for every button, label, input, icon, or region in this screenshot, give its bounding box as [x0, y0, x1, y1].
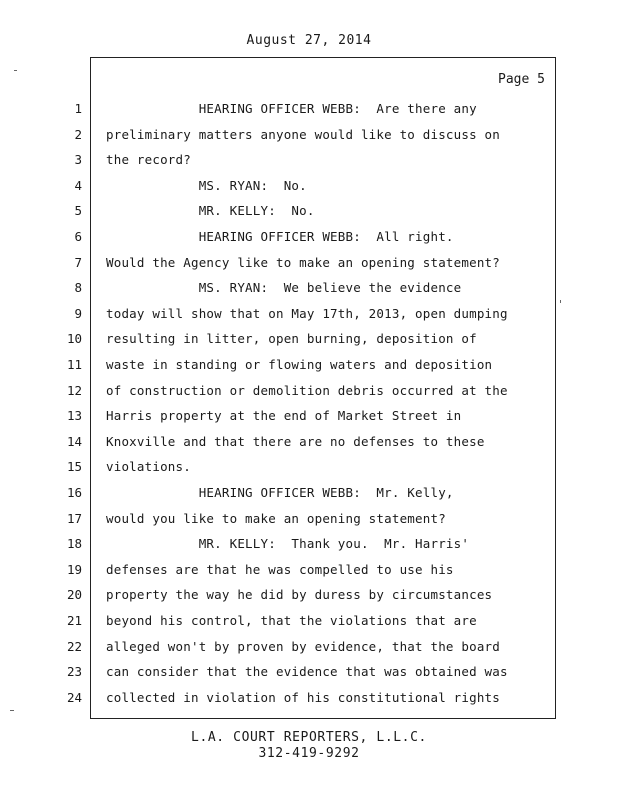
line-number: 11: [66, 357, 82, 372]
line-number: 8: [74, 280, 82, 296]
line-number: 3: [74, 152, 82, 168]
line-number: 9: [74, 305, 82, 321]
transcript-line: waste in standing or flowing waters and deposition: [106, 357, 493, 372]
scan-speck: [14, 70, 17, 71]
line-number: 10: [66, 331, 82, 347]
transcript-line: HEARING OFFICER WEBB: All right.: [106, 229, 454, 244]
line-number: 4: [74, 177, 82, 193]
line-number: 7: [74, 254, 82, 270]
transcript-line: preliminary matters anyone would like to discuss on: [106, 126, 501, 142]
transcript-line: alleged won't by proven by evidence, that the board: [106, 638, 501, 654]
transcript-line: can consider that the evidence that was obtained was: [106, 664, 508, 680]
line-number: 14: [66, 433, 82, 449]
transcript-line: today will show that on May 17th, 2013, open dumping: [106, 305, 508, 321]
transcript-line: would you like to make an opening statement?: [106, 510, 446, 526]
line-number: 22: [66, 638, 82, 654]
page-number: Page 5: [498, 72, 545, 87]
line-number: 2: [74, 126, 82, 142]
scan-speck: [10, 710, 14, 711]
transcript-line: the record?: [106, 152, 191, 168]
line-number: 16: [66, 485, 82, 500]
line-number: 6: [74, 229, 82, 244]
footer-company: L.A. COURT REPORTERS, L.L.C.: [191, 730, 427, 745]
line-number: 20: [66, 587, 82, 603]
line-number: 5: [74, 203, 82, 219]
footer-phone: 312-419-9292: [258, 746, 360, 761]
transcript-line: resulting in litter, open burning, deposition of: [106, 331, 477, 347]
line-number: 15: [66, 459, 82, 475]
line-number: 17: [66, 510, 82, 526]
transcript-date: August 27, 2014: [246, 33, 372, 48]
transcript-line: MS. RYAN: We believe the evidence: [106, 280, 462, 296]
transcript-line: MS. RYAN: No.: [106, 177, 307, 193]
transcript-line: beyond his control, that the violations that are: [106, 613, 477, 628]
transcript-line: violations.: [106, 459, 191, 475]
line-number: 1: [74, 101, 82, 116]
transcript-line: defenses are that he was compelled to use his: [106, 561, 454, 577]
transcript-line: of construction or demolition debris occurred at the: [106, 382, 508, 398]
transcript-line: MR. KELLY: Thank you. Mr. Harris': [106, 536, 470, 552]
transcript-line: property the way he did by duress by circumstances: [106, 587, 493, 603]
line-number: 18: [66, 536, 82, 552]
transcript-line: HEARING OFFICER WEBB: Mr. Kelly,: [106, 485, 454, 500]
line-number: 24: [66, 689, 82, 705]
line-number: 12: [66, 382, 82, 398]
transcript-line: MR. KELLY: No.: [106, 203, 315, 219]
transcript-line: Knoxville and that there are no defenses to these: [106, 433, 485, 449]
line-number: 13: [66, 408, 82, 424]
transcript-line: Harris property at the end of Market Street in: [106, 408, 462, 424]
scan-speck: [560, 300, 561, 303]
transcript-line: Would the Agency like to make an opening statement?: [106, 254, 501, 270]
line-number: 23: [66, 664, 82, 680]
transcript-line: collected in violation of his constitutional rights: [106, 689, 501, 705]
line-number: 21: [66, 613, 82, 628]
line-number: 19: [66, 561, 82, 577]
transcript-line: HEARING OFFICER WEBB: Are there any: [106, 101, 477, 116]
